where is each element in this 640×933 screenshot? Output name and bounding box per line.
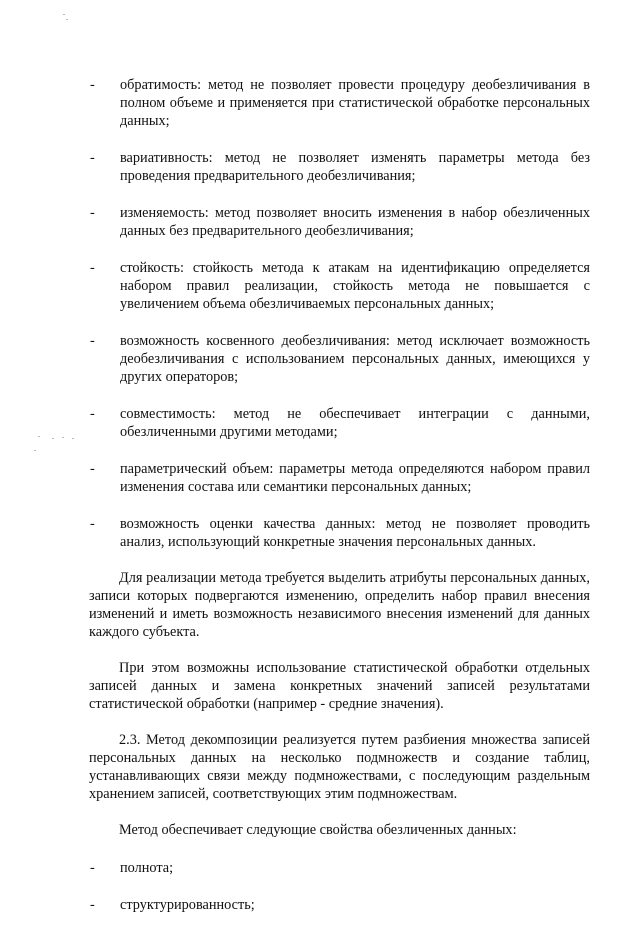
list-item: [90, 149, 590, 185]
list-dash: -: [90, 205, 95, 221]
paragraph-text: Метод обеспечивает следующие свойства обезличенных данных:: [119, 822, 517, 838]
list-item: [90, 76, 590, 130]
list-item-text: изменяемость: метод позволяет вносить изменения в набор обезличенных данных без предварительного деобезличивания;: [120, 205, 590, 239]
document-body: [90, 76, 590, 933]
scan-speck: [52, 438, 54, 439]
list-item-text: вариативность: метод не позволяет изменять параметры метода без проведения предварительного деобезличивания;: [120, 150, 590, 184]
list-item-text: стойкость: стойкость метода к атакам на идентификацию определяется набором правил реализации, стойкость метода не повышается с увеличением объема обезличиваемых персональных данных;: [120, 260, 590, 312]
list-item: [90, 405, 590, 441]
list-dash: -: [90, 516, 95, 532]
list-item-text: параметрический объем: параметры метода определяются набором правил изменения состава или семантики персональных данных;: [120, 461, 590, 495]
scan-speck: [63, 14, 65, 15]
list-dash: -: [90, 333, 95, 349]
scan-speck: [62, 437, 64, 438]
body-paragraph: [89, 569, 590, 641]
paragraph-text: При этом возможны использование статистической обработки отдельных записей данных и замена конкретных значений записей результатами статистической обработки (например - средние значения).: [89, 660, 590, 712]
list-dash: -: [90, 406, 95, 422]
list-dash: -: [90, 897, 95, 913]
scan-speck: [66, 19, 68, 20]
paragraph-text: 2.3. Метод декомпозиции реализуется путем разбиения множества записей персональных данных на несколько подмножеств и создание таблиц, устанавливающих связи между подмножествами, с последующим раздельным хранением записей, соответствующих этим подмножествам.: [89, 732, 590, 802]
list-dash: -: [90, 150, 95, 166]
list-item-text: полнота;: [120, 860, 174, 876]
body-paragraph: [89, 821, 590, 839]
list-item-text: совместимость: метод не обеспечивает интеграции с данными, обезличенными другими методами;: [120, 406, 590, 440]
list-dash: -: [90, 461, 95, 477]
list-item: [90, 896, 590, 914]
paragraph-text: Для реализации метода требуется выделить атрибуты персональных данных, записи которых подвергаются изменению, определить набор правил внесения изменений и иметь возможность независимого внесения изменений для данных каждого субъекта.: [89, 570, 590, 640]
list-dash: -: [90, 860, 95, 876]
scan-speck: [72, 438, 74, 439]
list-item: [90, 859, 590, 877]
scan-speck: [38, 436, 40, 437]
list-item: [90, 332, 590, 386]
list-item: [90, 515, 590, 551]
list-item: [90, 204, 590, 240]
body-paragraph: [89, 659, 590, 713]
scan-speck: [34, 450, 36, 451]
list-item-text: структурированность;: [120, 897, 255, 913]
list-item-text: возможность оценки качества данных: метод не позволяет проводить анализ, использующий конкретные значения персональных данных.: [120, 516, 590, 550]
list-item-text: возможность косвенного деобезличивания: метод исключает возможность деобезличивания с использованием персональных данных, имеющихся у других операторов;: [120, 333, 590, 385]
body-paragraph: [89, 731, 590, 803]
list-dash: -: [90, 260, 95, 276]
list-item: [90, 460, 590, 496]
list-dash: -: [90, 77, 95, 93]
list-item-text: обратимость: метод не позволяет провести процедуру деобезличивания в полном объеме и применяется при статистической обработке персональных данных;: [120, 77, 590, 129]
list-item: [90, 259, 590, 313]
